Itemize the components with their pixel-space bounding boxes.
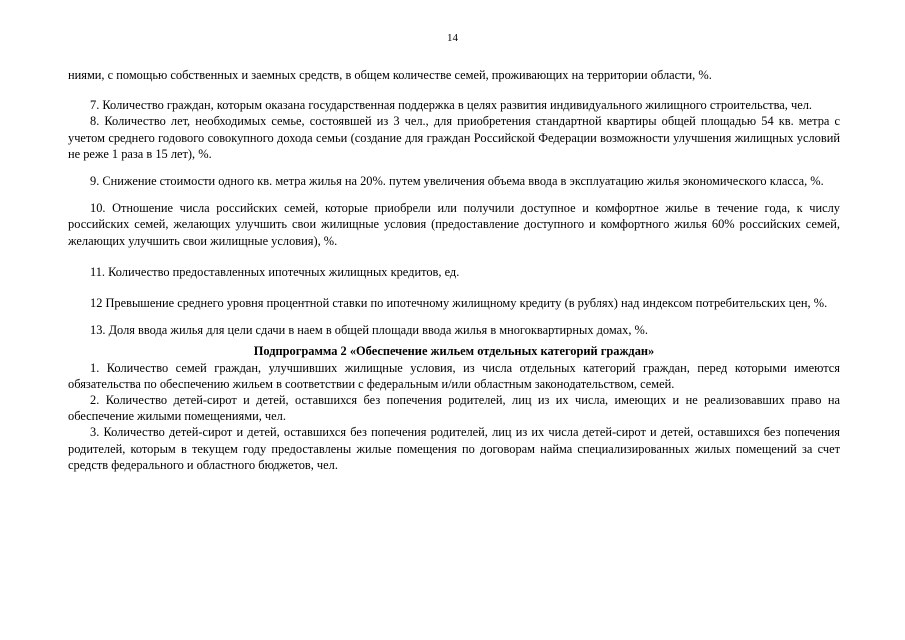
subprogram-heading: Подпрограмма 2 «Обеспечение жильем отдельных категорий граждан»	[253, 344, 655, 359]
paragraph-item-9: 9. Снижение стоимости одного кв. метра жилья на 20%. путем увеличения объема ввода в эксплуатацию жилья экономического класса, %.	[90, 174, 824, 189]
paragraph-item-12: 12 Превышение среднего уровня процентной ставки по ипотечному жилищному кредиту (в рублях) над индексом потребительских цен, %.	[90, 296, 828, 311]
document-body	[68, 67, 840, 473]
page-number: 14	[447, 32, 458, 44]
paragraph-item-13: 13. Доля ввода жилья для цели сдачи в наем в общей площади ввода жилья в многоквартирных домах, %.	[90, 323, 648, 338]
paragraph-item-10: 10. Отношение числа российских семей, которые приобрели или получили доступное и комфортное жилье в течение года, к числу российских семей, желающих улучшить свои жилищные условия (предоставление доступного и комфортного жилья 60% российских семей, желающих улучшить свои жилищные условия), %.	[68, 201, 840, 248]
subprogram-item-2: 2. Количество детей-сирот и детей, оставшихся без попечения родителей, лиц из их числа, имеющих и не реализовавших право на обеспечение жилыми помещениями, чел.	[68, 393, 840, 424]
paragraph-continuation: ниями, с помощью собственных и заемных средств, в общем количестве семей, проживающих на территории области, %.	[68, 68, 712, 82]
paragraph-item-7: 7. Количество граждан, которым оказана государственная поддержка в целях развития индивидуального жилищного строительства, чел.	[90, 98, 812, 113]
subprogram-item-3: 3. Количество детей-сирот и детей, оставшихся без попечения родителей, лиц из их числа детей-сирот и детей, оставшихся без попечения родителей, которым в текущем году предоставлены жилые помещения по договорам найма специализированных жилых помещений за счет средств федерального и областного бюджетов, чел.	[68, 425, 840, 472]
paragraph-item-8: 8. Количество лет, необходимых семье, состоявшей из 3 чел., для приобретения стандартной квартиры общей площадью 54 кв. метра с учетом среднего годового совокупного дохода семьи (создание для граждан Российской Федерации возможности улучшения жилищных условий не реже 1 раза в 15 лет), %.	[68, 114, 840, 161]
subprogram-item-1: 1. Количество семей граждан, улучшивших жилищные условия, из числа отдельных категорий граждан, перед которыми имеются обязательства по обеспечению жильем в соответствии с федеральным и/или областным законодательством, семей.	[68, 360, 840, 391]
paragraph-item-11: 11. Количество предоставленных ипотечных жилищных кредитов, ед.	[90, 264, 460, 279]
